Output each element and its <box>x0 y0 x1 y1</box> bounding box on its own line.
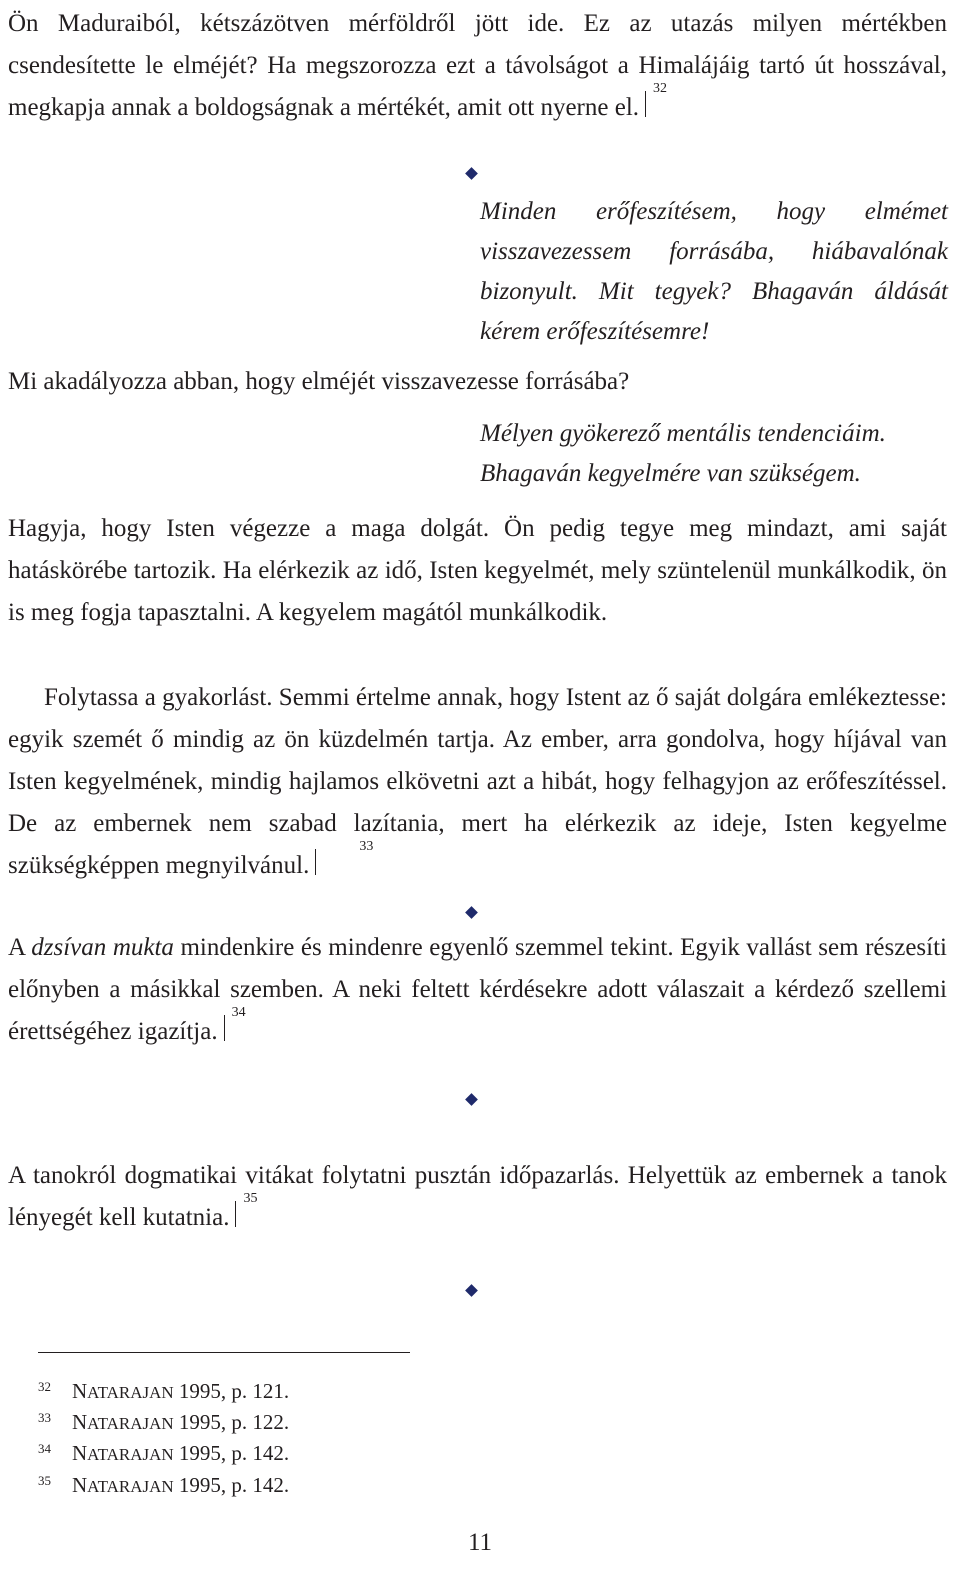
paragraph-doctrines: A tanokról dogmatikai vitákat folytatni pusztán időpazarlás. Helyettük az embernek a tanok lényegét kell kutatnia. 35 <box>8 1162 947 1231</box>
footnote-ref-33[interactable]: 33 <box>315 849 322 875</box>
ornament-diamond-icon <box>465 906 478 919</box>
footnote-32: 32 NATARAJAN 1995, p. 121. <box>38 1379 290 1403</box>
page-number: 11 <box>467 1529 493 1556</box>
footnote-33: 33 NATARAJAN 1995, p. 122. <box>38 1410 290 1434</box>
footnote-ref-35[interactable]: 35 <box>235 1201 242 1227</box>
paragraph-maduraibol: Ön Maduraiból, kétszázötven mérföldről jött ide. Ez az utazás milyen mértékben csendesítette le elméjét? Ha megszorozza ezt a távolságot a Himalájáig tartó út hosszával, megkapja annak a boldogságnak a mértékét, amit ott nyerne el. 32 <box>8 10 947 121</box>
ornament-diamond-icon <box>465 1284 478 1297</box>
paragraph-let-god: Hagyja, hogy Isten végezze a maga dolgát. Ön pedig tegye meg mindazt, ami saját hatáskörébe tartozik. Ha elérkezik az idő, Isten kegyelmét, mely szüntelenül munkálkodik, ön is meg fogja tapasztalni. A kegyelem magától munkálkodik. <box>8 515 947 626</box>
paragraph-dzsivan-mukta: A dzsívan mukta mindenkire és mindenre egyenlő szemmel tekint. Egyik vallást sem részesíti előnyben a másikkal szemben. A neki feltett kérdésekre adott válaszait a kérdező szellemi érettségéhez igazítja. 34 <box>8 934 947 1045</box>
footnote-ref-34[interactable]: 34 <box>224 1015 231 1041</box>
footnote-35: 35 NATARAJAN 1995, p. 142. <box>38 1473 290 1497</box>
paragraph-question: Mi akadályozza abban, hogy elméjét visszavezesse forrásába? <box>8 368 630 395</box>
ornament-diamond-icon <box>465 1093 478 1106</box>
ornament-diamond-icon <box>465 167 478 180</box>
footnote-ref-32[interactable]: 32 <box>645 91 652 117</box>
term-dzsivan-mukta: dzsívan mukta <box>31 934 174 961</box>
question-quote-effort: Minden erőfeszítésem, hogy elmémet visszavezessem forrásába, hiábavalónak bizonyult. Mit tegyek? Bhagaván áldását kérem erőfeszítésemre! <box>480 198 948 345</box>
footnote-34: 34 NATARAJAN 1995, p. 142. <box>38 1441 290 1465</box>
paragraph-continue-practice: Folytassa a gyakorlást. Semmi értelme annak, hogy Istent az ő saját dolgára emlékeztesse: egyik szemét ő mindig az ön küzdelmén tartja. Az ember, arra gondolva, hogy híjával van Isten kegyelmének, mindig hajlamos elkövetni azt a hibát, hogy felhagyjon az erőfeszítéssel. De az embernek nem szabad lazítania, mert ha elérkezik az ideje, Isten kegyelme szükségképpen megnyilvánul. 33 <box>8 684 947 879</box>
question-quote-tendencies: Mélyen gyökerező mentális tendenciáim. Bhagaván kegyelmére van szükségem. <box>480 420 886 487</box>
footnote-separator <box>38 1352 410 1353</box>
